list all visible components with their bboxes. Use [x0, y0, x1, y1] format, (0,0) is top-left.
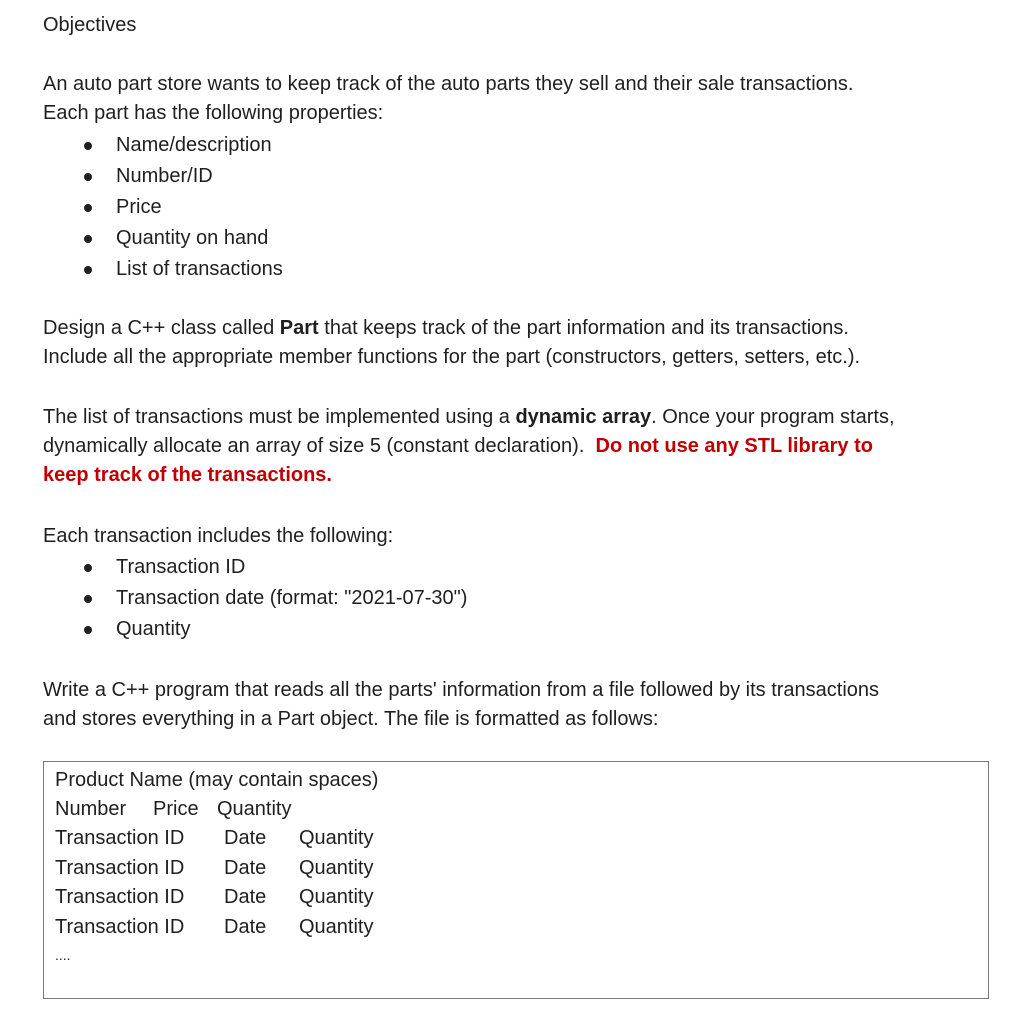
part-properties-list	[43, 130, 283, 285]
page-title: Objectives	[43, 14, 137, 36]
class-name: Part	[279, 317, 319, 339]
quantity-label: Quantity	[217, 798, 292, 820]
design-paragraph: Design a C++ class called Part that keeps track of the part information and its transactions. Include all the appropriate member functions for the part (constructors, getters, setters, etc.).	[43, 317, 861, 368]
ellipsis: ....	[55, 947, 71, 963]
bullet-icon	[84, 564, 92, 572]
list-item: Quantity on hand	[43, 223, 283, 254]
price-label: Price	[153, 798, 199, 820]
table-row: Transaction ID Date Quantity	[55, 857, 374, 879]
dynamic-array-term: dynamic array	[515, 406, 652, 428]
list-item: Number/ID	[43, 161, 283, 192]
bullet-icon	[84, 235, 92, 243]
intro-line-1: An auto part store wants to keep track of the auto parts they sell and their sale transactions.	[43, 73, 854, 95]
bullet-icon	[84, 173, 92, 181]
intro-paragraph	[43, 70, 998, 128]
bullet-icon	[84, 204, 92, 212]
program-paragraph	[43, 676, 998, 734]
table-row: Transaction ID Date Quantity	[55, 916, 374, 938]
list-item: Transaction date (format: "2021-07-30")	[43, 583, 467, 614]
stl-warning: Do not use any STL library to	[595, 435, 873, 457]
table-row: Transaction ID Date Quantity	[55, 827, 374, 849]
list-item: Price	[43, 192, 283, 223]
list-item: Quantity	[43, 614, 467, 645]
transaction-fields-list	[43, 552, 467, 645]
program-line-2: and stores everything in a Part object. The file is formatted as follows:	[43, 708, 659, 730]
program-line-1: Write a C++ program that reads all the parts' information from a file followed by its transactions	[43, 679, 880, 701]
bullet-icon	[84, 142, 92, 150]
list-item: Transaction ID	[43, 552, 467, 583]
product-name-line: Product Name (may contain spaces)	[55, 769, 379, 791]
dynamic-array-paragraph: The list of transactions must be implemented using a dynamic array. Once your program starts, dynamically allocate an array of size 5 (constant declaration). Do not use any STL library to keep track of the transactions.	[43, 406, 895, 486]
design-line-2: Include all the appropriate member functions for the part (constructors, getters, setters, etc.).	[43, 346, 861, 368]
list-item: List of transactions	[43, 254, 283, 285]
intro-line-2: Each part has the following properties:	[43, 102, 384, 124]
header-line	[55, 795, 291, 824]
file-format-box	[43, 761, 989, 999]
stl-warning-continued: keep track of the transactions.	[43, 464, 332, 486]
table-row: Transaction ID Date Quantity	[55, 886, 374, 908]
bullet-icon	[84, 266, 92, 274]
list-item: Name/description	[43, 130, 283, 161]
bullet-icon	[84, 626, 92, 634]
transaction-intro: Each transaction includes the following:	[43, 525, 394, 547]
number-label: Number	[55, 798, 127, 820]
bullet-icon	[84, 595, 92, 603]
